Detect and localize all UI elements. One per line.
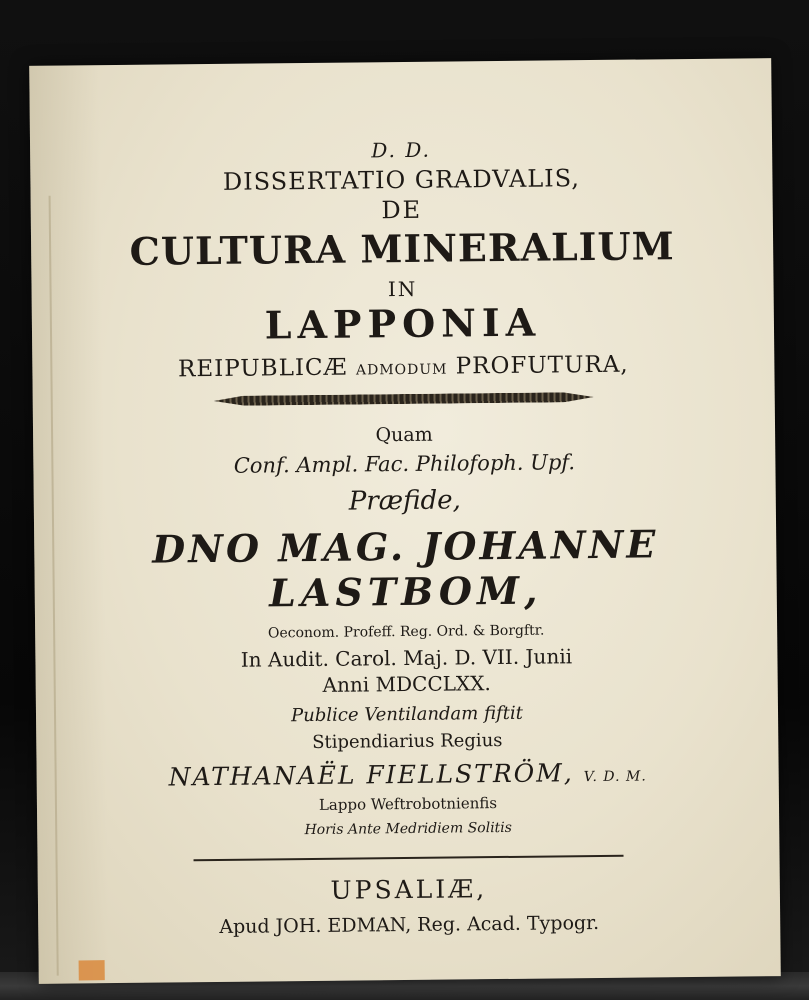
praeside-line: Præfide, xyxy=(348,485,461,517)
place-of-printing: UPSALIÆ, xyxy=(330,874,488,905)
imprint-rule xyxy=(194,855,624,862)
main-title-lapponia: LAPPONIA xyxy=(264,299,542,348)
year-line: Anni MDCCLXX. xyxy=(322,671,491,697)
tape-fragment xyxy=(79,960,105,980)
in-line: IN xyxy=(387,276,418,302)
respondens-title: V. D. M. xyxy=(583,768,647,786)
profutura-word: PROFUTURA, xyxy=(455,351,629,380)
printer-line: Apud JOH. EDMAN, Reg. Acad. Typogr. xyxy=(219,911,600,938)
quam-line: Quam xyxy=(375,423,433,447)
hours-line: Horis Ante Medridiem Solitis xyxy=(304,819,513,839)
title-text xyxy=(70,129,740,940)
dissertatio-line: DISSERTATIO GRADVALIS, xyxy=(222,164,581,196)
dd-heading: D. D. xyxy=(371,137,432,163)
origin-line: Lappo Weftrobotnienfis xyxy=(318,794,498,814)
respondens-line xyxy=(77,757,739,793)
praeses-title-line: Oeconom. Profeff. Reg. Ord. & Borgftr. xyxy=(267,622,545,642)
reip-word: REIPUBLICÆ xyxy=(177,354,348,383)
de-line: DE xyxy=(381,195,423,225)
admodum-word: ADMODUM xyxy=(355,361,448,379)
ornamental-rule xyxy=(214,392,594,406)
praeses-name-last: LASTBOM, xyxy=(268,567,543,616)
stipendiarius-line: Stipendiarius Regius xyxy=(312,729,503,753)
respondens-name: NATHANAËL FIELLSTRÖM, xyxy=(168,758,574,792)
auditorium-date-line: In Audit. Carol. Maj. D. VII. Junii xyxy=(240,644,573,672)
reipublicae-line xyxy=(72,351,734,384)
publice-line: Publice Ventilandam fiftit xyxy=(291,702,524,727)
title-page xyxy=(29,58,781,984)
binding-thread xyxy=(49,196,59,976)
main-title-cultura: CULTURA MINERALIUM xyxy=(129,223,675,274)
consensu-line: Conf. Ampl. Fac. Philofoph. Upf. xyxy=(233,450,576,478)
praeses-name-first: DNO MAG. JOHANNE xyxy=(152,521,659,572)
